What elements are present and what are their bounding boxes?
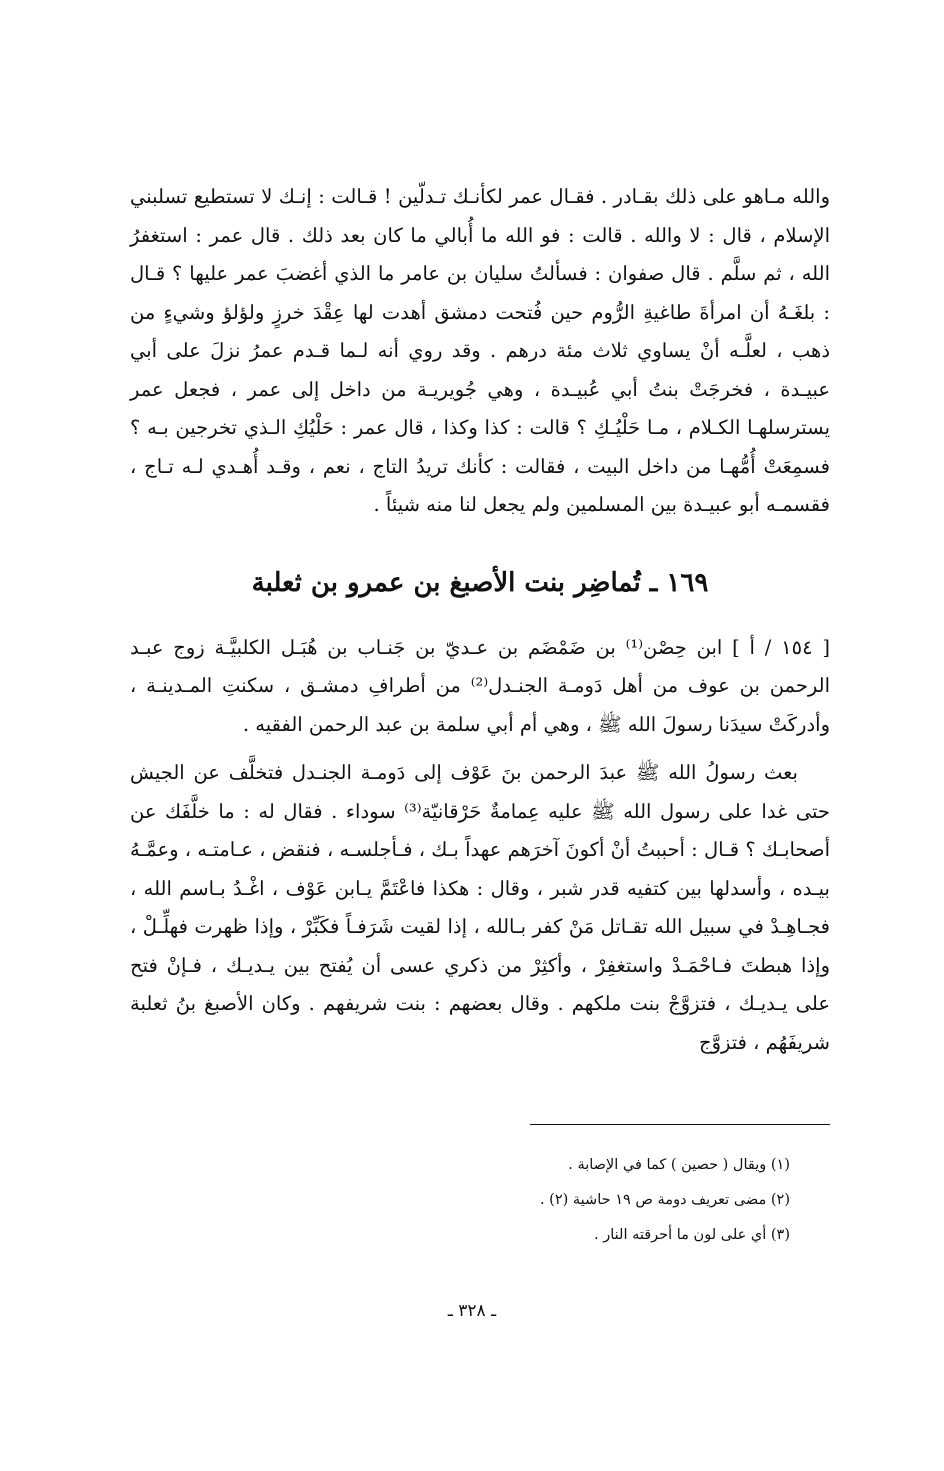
page-body — [130, 178, 830, 1062]
footnotes — [400, 1148, 790, 1253]
footnote-3: (٣) أي على لون ما أحرقته النار . — [594, 1227, 790, 1243]
paragraph-continued-narration: والله مـاهو على ذلك بقـادر . فقـال عمر لكأنـك تـدلّين ! قـالت : إنـك لا تستطيع تسلبني الإسلام ، قال : لا والله . قالت : فو الله ما أُبالي ما كان بعد ذلك . قال عمر : استغفرُ الله ، ثم سلَّم . قال صفوان : فسألتُ سليان بن عامر ما الذي أغضبَ عمر عليها ؟ قـال : بلغَـهُ أن امرأةَ طاغيةِ الرُّوم حين فُتحت دمشق أهدت لها عِقْدَ خرزٍ ولؤلؤ وشيءٍ من ذهب ، لعلَّـه أنْ يساوي ثلاث مئة درهم . وقد روي أنه لـما قـدم عمرُ نزلَ على أبي عبيـدة ، فخرجَتْ بنتُ أبي عُبيـدة ، وهي جُويريـة من داخل إلى عمر ، فجعل عمر يسترسلهـا الكـلام ، مـا حَلْيُـكِ ؟ قالت : كذا وكذا ، قال عمر : حَلْيُكِ الـذي تخرجين بـه ؟ فسمِعَتْ أُمُّهـا من داخل البيت ، فقالت : كأنك تريدُ التاج ، نعم ، وقـد أُهـدي لـه تـاج ، فقسمـه أبو عبيـدة بين المسلمين ولم يجعل لنا منه شيئاً . — [130, 185, 830, 516]
footnote-divider — [530, 1124, 830, 1125]
section-title: ١٦٩ ـ تُماضِر بنت الأصبغ بن عمرو بن ثعلبة — [251, 567, 709, 598]
footnote-1: (١) ويقال ( حصين ) كما في الإصابة . — [568, 1157, 790, 1173]
page-number: ـ ٣٢٨ ـ — [447, 1301, 497, 1321]
footnote-2: (٢) مضى تعريف دومة ص ١٩ حاشية (٢) . — [539, 1192, 790, 1208]
paragraph-biography-intro: [ ١٥٤ / أ ] ابن حِصْن⁽¹⁾ بن ضَمْضَم بن عـديّ بن جَنـاب بن هُبَـل الكلبيَّـة زوج عبـد الرحمن بن عوف من أهل دَومـة الجنـدل⁽²⁾ من أطرافِ دمشـق ، سكنتِ المـدينـة ، وأدركَتْ سيدَنا رسولَ الله ﷺ ، وهي أم أبي سلمة بن عبد الرحمن الفقيه . — [130, 635, 830, 736]
paragraph-biography-story: بعث رسولُ الله ﷺ عبدَ الرحمن بنَ عَوْف إلى دَومـة الجنـدل فتخلَّف عن الجيش حتى غدا على رسول الله ﷺ عليه عِمامةٌ حَرْقانيّة⁽³⁾ سوداء . فقال له : ما خلَّفَك عن أصحابـك ؟ قـال : أحببتُ أنْ أكونَ آخرَهم عهداً بـك ، فـأجلسـه ، فنقض ، عـامتـه ، وعمَّـهُ بيـده ، وأسدلها بين كتفيه قدر شبر ، وقال : هكذا فاعْتَمَّ يـابن عَوْف ، اغْـدُ بـاسم الله ، فجـاهِـدْ في سبيل الله تقـاتل مَنْ كفر بـالله ، إذا لقيت شَرَفـاً فكَبِّرْ ، وإذا ظهرت فهلِّـلْ ، وإذا هبطتَ فـاحْمَـدْ واستغفِرْ ، وأكثِرْ من ذكري عسى أن يُفتح بين يـديـك ، فـإنْ فتح على يـديـك ، فتزوَّجْ بنت ملكهم . وقال بعضهم : بنت شريفهم . وكان الأصبغ بنُ ثعلبة شريفَهُم ، فتزوَّج — [130, 761, 830, 1054]
